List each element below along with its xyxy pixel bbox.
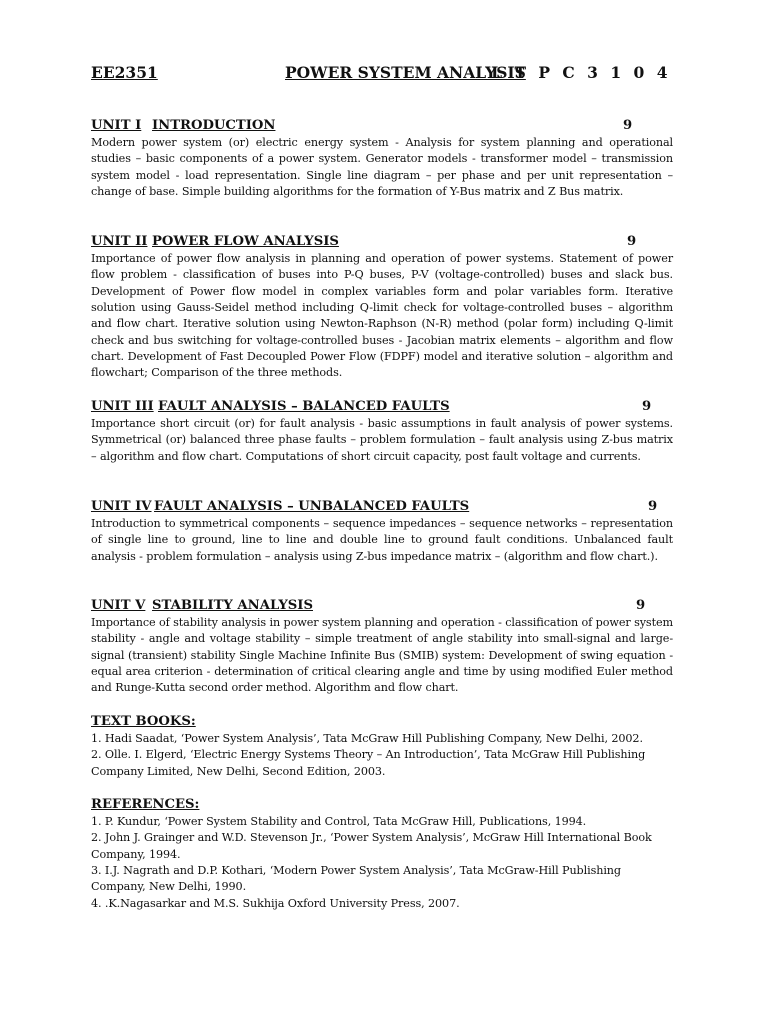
references-section	[91, 797, 673, 912]
unit-heading	[91, 234, 673, 251]
unit-label: UNIT V	[91, 598, 146, 613]
unit-description: Importance of stability analysis in power system planning and operation - classification of power system stability - angle and voltage stability – simple treatment of angle stability into small-signal and large-signal (transient) stability Single Machine Infinite Bus (SMIB) system: Development of swing equation - equal area criterion - determination of critical clearing angle and time by using modified Euler method and Runge-Kutta second order method. Algorithm and flow chart.	[91, 616, 673, 695]
reference-item: 3. I.J. Nagrath and D.P. Kothari, ‘Modern Power System Analysis’, Tata McGraw-Hill Publishing Company, New Delhi, 1990.	[91, 864, 621, 894]
unit-hours: 9	[623, 118, 633, 133]
unit-hours: 9	[636, 598, 646, 613]
unit-label: UNIT II	[91, 234, 148, 249]
unit-description: Importance short circuit (or) for fault analysis - basic assumptions in fault analysis of power systems. Symmetrical (or) balanced three phase faults – problem formulation – fault analysis using Z-bus matrix – algorithm and flow chart. Computations of short circuit capacity, post fault voltage and currents.	[91, 417, 673, 463]
unit-2	[91, 234, 673, 382]
reference-item: 4. .K.Nagasarkar and M.S. Sukhija Oxford University Press, 2007.	[91, 896, 460, 910]
unit-hours: 9	[642, 399, 652, 414]
unit-title: FAULT ANALYSIS – BALANCED FAULTS	[158, 399, 450, 414]
unit-title: STABILITY ANALYSIS	[152, 598, 313, 613]
unit-description: Modern power system (or) electric energy system - Analysis for system planning and operational studies – basic components of a power system. Generator models - transformer model – transmission system model - load representation. Single line diagram – per phase and per unit representation – change of base. Simple building algorithms for the formation of Y-Bus matrix and Z Bus matrix.	[91, 136, 673, 199]
unit-1	[91, 118, 673, 200]
unit-title: POWER FLOW ANALYSIS	[152, 234, 339, 249]
course-title: POWER SYSTEM ANALYSIS	[285, 63, 526, 82]
unit-label: UNIT III	[91, 399, 154, 414]
course-credits: L T P C 3 1 0 4	[491, 63, 671, 82]
unit-3	[91, 399, 673, 465]
course-header	[91, 63, 675, 85]
text-book-item: 2. Olle. I. Elgerd, ‘Electric Energy Systems Theory – An Introduction’, Tata McGraw Hill Publishing Company Limited, New Delhi, Second Edition, 2003.	[91, 748, 646, 778]
unit-description: Introduction to symmetrical components – sequence impedances – sequence networks – representation of single line to ground, line to line and double line to ground fault conditions. Unbalanced fault analysis - problem formulation – analysis using Z-bus impedance matrix – (algorithm and flow chart.).	[91, 517, 673, 563]
text-books-section	[91, 714, 673, 780]
course-code: EE2351	[91, 63, 158, 82]
references-heading: REFERENCES:	[91, 797, 200, 812]
unit-heading	[91, 598, 673, 615]
text-book-item: 1. Hadi Saadat, ‘Power System Analysis’, Tata McGraw Hill Publishing Company, New Delhi, 2002.	[91, 732, 643, 745]
unit-5	[91, 598, 673, 697]
unit-hours: 9	[627, 234, 637, 249]
unit-description: Importance of power flow analysis in planning and operation of power systems. Statement of power flow problem - classification of buses into P-Q buses, P-V (voltage-controlled) buses and slack bus. Development of Power flow model in complex variables form and polar variables form. Iterative solution using Gauss-Seidel method including Q-limit check for voltage-controlled buses – algorithm and flow chart. Iterative solution using Newton-Raphson (N-R) method (polar form) including Q-limit check and bus switching for voltage-controlled buses - Jacobian matrix elements – algorithm and flow chart. Development of Fast Decoupled Power Flow (FDPF) model and iterative solution – algorithm and flowchart; Comparison of the three methods.	[91, 252, 673, 380]
text-books-heading: TEXT BOOKS:	[91, 714, 196, 729]
unit-label: UNIT I	[91, 118, 142, 133]
unit-label: UNIT IV	[91, 499, 152, 514]
text-books-list	[91, 731, 673, 780]
unit-heading	[91, 399, 673, 416]
unit-hours: 9	[648, 499, 658, 514]
unit-heading	[91, 499, 673, 516]
unit-title: INTRODUCTION	[152, 118, 276, 133]
unit-4	[91, 499, 673, 565]
unit-heading	[91, 118, 673, 135]
reference-item: 1. P. Kundur, ‘Power System Stability and Control, Tata McGraw Hill, Publications, 1994.	[91, 815, 587, 828]
unit-title: FAULT ANALYSIS – UNBALANCED FAULTS	[154, 499, 470, 514]
references-list	[91, 814, 673, 912]
reference-item: 2. John J. Grainger and W.D. Stevenson Jr., ‘Power System Analysis’, McGraw Hill International Book Company, 1994.	[91, 831, 652, 861]
